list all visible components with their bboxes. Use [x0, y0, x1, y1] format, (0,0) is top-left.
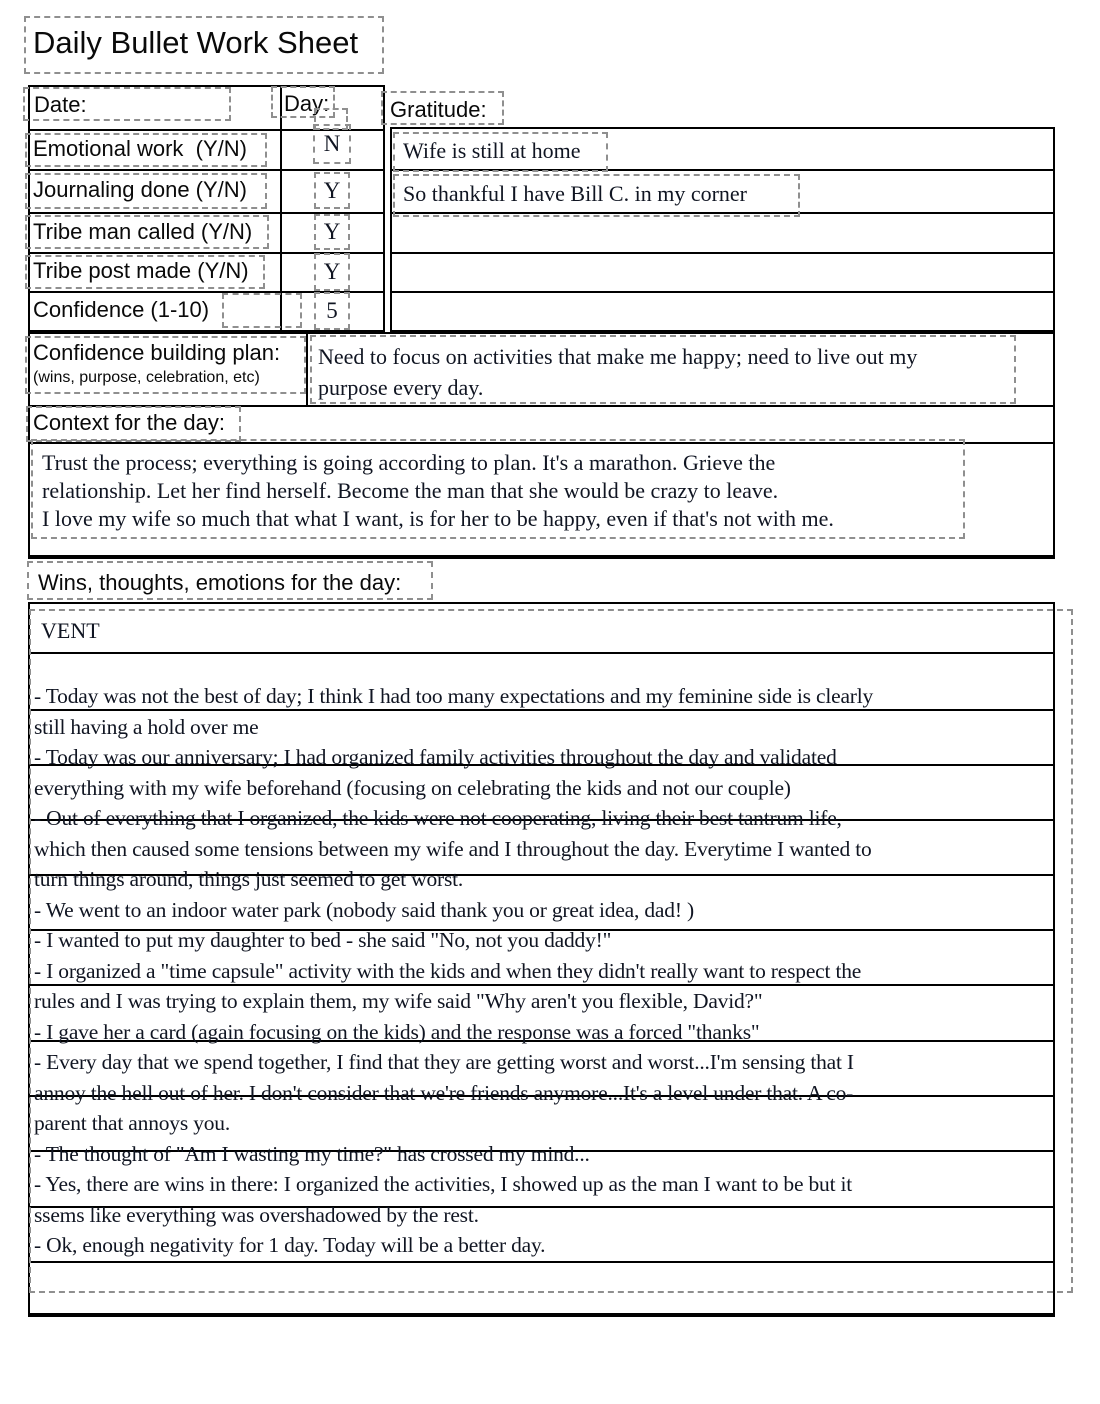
vent-line: ssems like everything was overshadowed by the rest. [34, 1202, 479, 1227]
context-line: Trust the process; everything is going according to plan. It's a marathon. Grieve the [42, 450, 776, 475]
vent-line: annoy the hell out of her. I don't consider that we're friends anymore...It's a level under that. A co- [34, 1080, 854, 1105]
vent-line: - Yes, there are wins in there: I organized the activities, I showed up as the man I want to be but it [34, 1172, 853, 1196]
vent-line: turn things around, things just seemed to get worst. [34, 867, 464, 891]
wins-label: Wins, thoughts, emotions for the day: [38, 570, 402, 595]
plan-sublabel: (wins, purpose, celebration, etc) [33, 369, 260, 386]
vent-line: everything with my wife beforehand (focusing on celebrating the kids and not our couple) [34, 775, 791, 800]
vent-line: - The thought of "Am I wasting my time?" has crossed my mind... [34, 1141, 590, 1166]
vent-line: - Today was not the best of day; I think I had too many expectations and my feminine side is clearly [34, 684, 874, 708]
checklist-value-field[interactable]: Y [314, 214, 350, 250]
gratitude-entry: Wife is still at home [403, 138, 581, 163]
plan-label: Confidence building plan: [33, 340, 281, 365]
date-label: Date: [34, 92, 87, 117]
context-content [42, 449, 834, 533]
vent-line: - We went to an indoor water park (nobody said thank you or great idea, dad! ) [34, 897, 694, 922]
checklist-label: Tribe man called (Y/N) [33, 219, 253, 244]
vent-line: - Every day that we spend together, I find that they are getting worst and worst...I'm sensing that I [34, 1050, 854, 1074]
column-divider [306, 334, 308, 405]
vent-text-block [34, 681, 1054, 1261]
vent-line: parent that annoys you. [34, 1111, 231, 1135]
context-label: Context for the day: [33, 410, 225, 435]
day-label: Day: [284, 91, 330, 116]
checklist-value-field[interactable]: Y [314, 172, 350, 209]
gratitude-label: Gratitude: [390, 97, 487, 122]
checklist-label: Tribe post made (Y/N) [33, 258, 249, 283]
plan-content-line: Need to focus on activities that make me happy; need to live out my [318, 344, 918, 369]
checklist-label: Emotional work (Y/N) [33, 136, 247, 161]
checklist-value-field[interactable]: Y [314, 253, 350, 291]
vent-line: which then caused some tensions between my wife and I throughout the day. Everytime I wanted to [34, 836, 872, 861]
checklist-label: Confidence (1-10) [33, 297, 210, 322]
vent-line: - I organized a "time capsule" activity with the kids and when they didn't really want to respect the [34, 958, 862, 983]
confidence-extra-field[interactable] [222, 293, 302, 328]
vent-line: - I wanted to put my daughter to bed - she said "No, not you daddy!" [34, 928, 612, 952]
context-line: I love my wife so much that what I want, is for her to be happy, even if that's not with me. [42, 506, 834, 531]
vent-line: still having a hold over me [34, 714, 259, 739]
row-border [392, 291, 1053, 293]
vent-line: - I gave her a card (again focusing on the kids) and the response was a forced "thanks" [34, 1019, 760, 1044]
vent-line: - Ok, enough negativity for 1 day. Today will be a better day. [34, 1233, 546, 1257]
checklist-value-field[interactable]: N [313, 124, 351, 164]
plan-content-line: purpose every day. [318, 375, 484, 400]
checklist-value-field[interactable]: 5 [314, 292, 350, 330]
checklist-label: Journaling done (Y/N) [33, 177, 248, 202]
gratitude-entry: So thankful I have Bill C. in my corner [403, 181, 747, 206]
row-border [30, 169, 383, 171]
page-title: Daily Bullet Work Sheet [33, 25, 359, 60]
vent-line: rules and I was trying to explain them, my wife said "Why aren't you flexible, David?" [34, 989, 763, 1013]
vent-header: VENT [41, 618, 100, 643]
context-line: relationship. Let her find herself. Become the man that she would be crazy to leave. [42, 478, 779, 503]
vent-line: - Out of everything that I organized, the kids were not cooperating, living their best tantrum life, [34, 806, 842, 830]
vent-line: - Today was our anniversary; I had organized family activities throughout the day and validated [34, 745, 837, 769]
row-border [392, 252, 1053, 254]
plan-content [318, 341, 917, 403]
